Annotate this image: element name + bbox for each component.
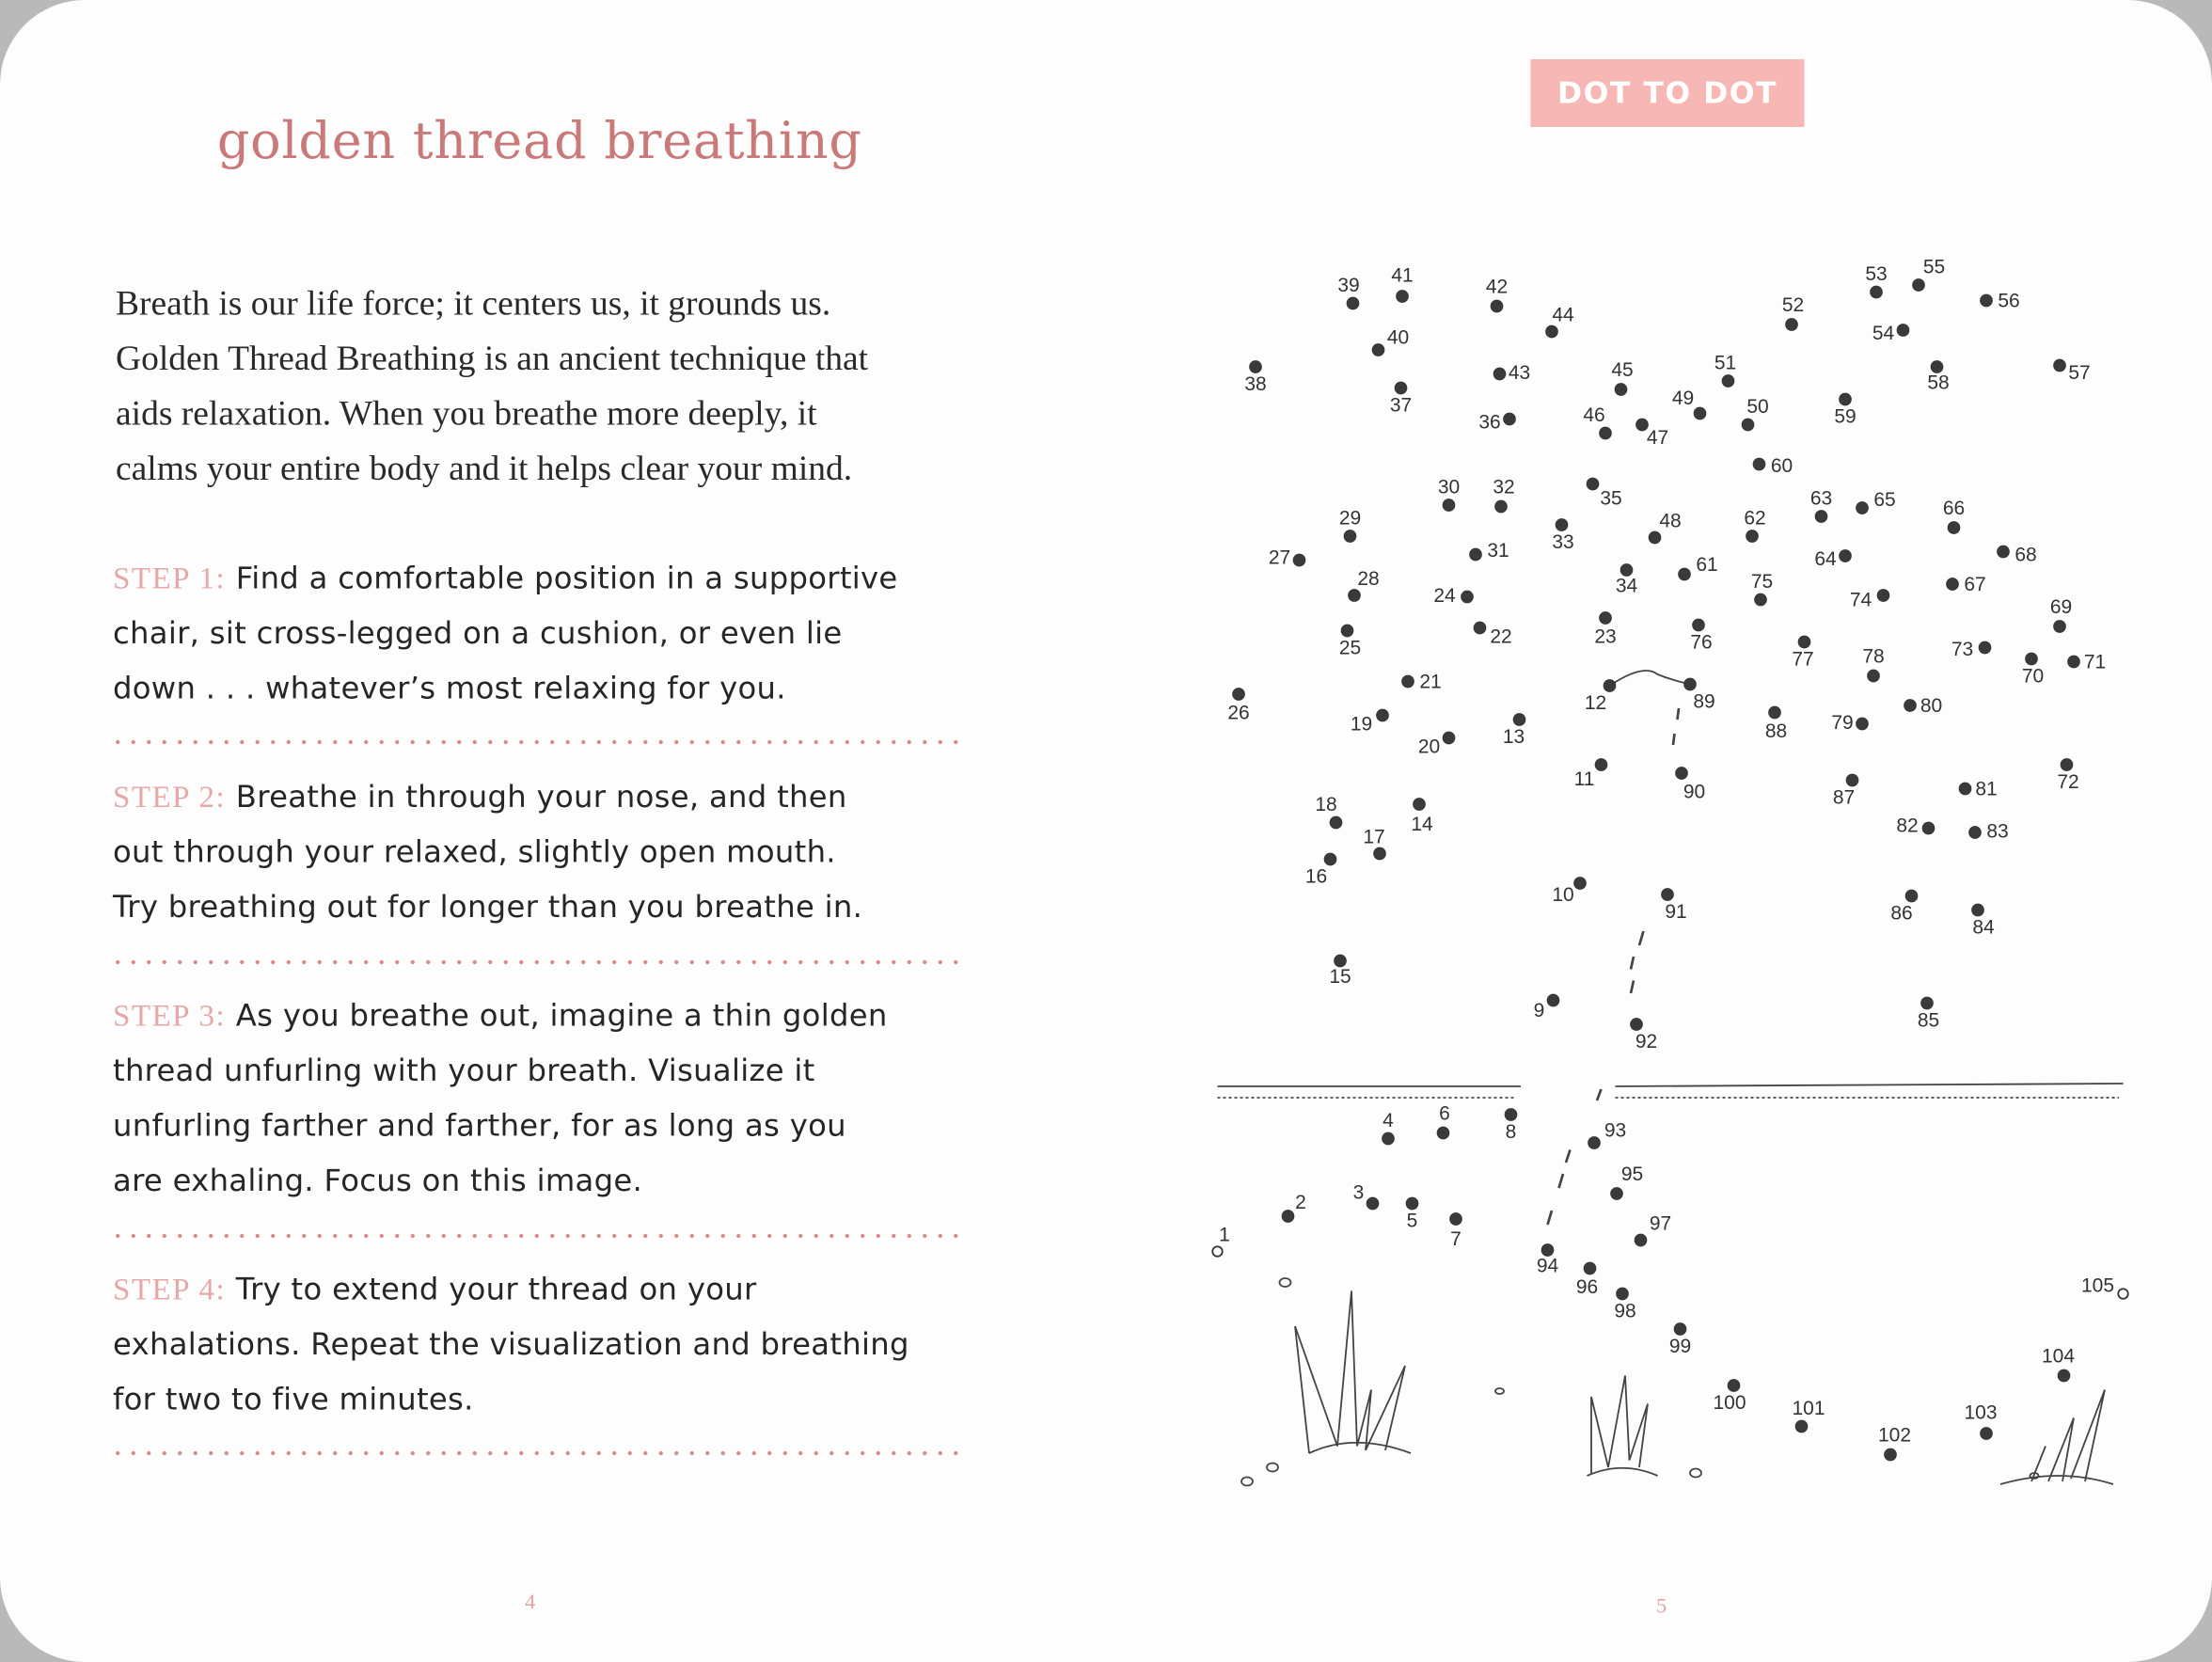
dot-71 bbox=[2068, 656, 2080, 668]
pebble bbox=[1241, 1478, 1253, 1486]
dot-102 bbox=[1885, 1448, 1897, 1461]
dot-label: 72 bbox=[2057, 771, 2079, 794]
step-text: unfurling farther and farther, for as long as you bbox=[113, 1109, 846, 1145]
dot-7 bbox=[1450, 1213, 1462, 1226]
dot-48 bbox=[1649, 531, 1661, 544]
step-text: out through your relaxed, slightly open mouth. bbox=[113, 835, 836, 871]
dot-label: 54 bbox=[1872, 323, 1895, 345]
dot-label: 62 bbox=[1744, 507, 1766, 530]
dot-105 bbox=[2118, 1289, 2128, 1299]
dot-19 bbox=[1377, 709, 1389, 721]
dot-label: 73 bbox=[1951, 639, 1974, 661]
dot-label: 16 bbox=[1304, 865, 1328, 888]
dot-99 bbox=[1674, 1323, 1686, 1336]
dot-57 bbox=[2054, 359, 2066, 372]
dot-label: 18 bbox=[1315, 794, 1337, 816]
dot-label: 84 bbox=[1972, 916, 1995, 939]
dot-23 bbox=[1600, 612, 1612, 625]
dot-label: 38 bbox=[1244, 373, 1267, 396]
dot-label: 65 bbox=[1873, 489, 1896, 512]
dot-64 bbox=[1840, 550, 1852, 562]
dot-label: 77 bbox=[1792, 648, 1814, 671]
dot-39 bbox=[1347, 297, 1359, 309]
dot-58 bbox=[1931, 361, 1943, 373]
dot-56 bbox=[1981, 294, 1993, 307]
dot-label: 14 bbox=[1411, 814, 1433, 836]
dot-label: 36 bbox=[1478, 411, 1501, 434]
step-label: STEP 1: bbox=[113, 560, 227, 595]
dot-27 bbox=[1293, 554, 1305, 566]
dot-label: 22 bbox=[1490, 625, 1512, 648]
dot-68 bbox=[1998, 546, 2010, 558]
dot-label: 59 bbox=[1834, 405, 1856, 428]
dot-label: 91 bbox=[1665, 901, 1687, 924]
dot-label: 97 bbox=[1649, 1212, 1672, 1235]
dot-label: 30 bbox=[1437, 476, 1461, 499]
dot-label: 44 bbox=[1552, 304, 1574, 326]
dot-label: 78 bbox=[1862, 645, 1885, 668]
dot-label: 75 bbox=[1750, 571, 1774, 594]
dot-label: 47 bbox=[1646, 427, 1669, 450]
dot-label: 35 bbox=[1600, 487, 1622, 510]
dot-44 bbox=[1546, 325, 1558, 338]
dot-41 bbox=[1397, 291, 1409, 303]
dot-12 bbox=[1604, 680, 1616, 692]
dot-42 bbox=[1491, 300, 1503, 312]
dot-84 bbox=[1972, 904, 1984, 916]
dot-label: 85 bbox=[1917, 1009, 1940, 1032]
dot-label: 48 bbox=[1659, 510, 1682, 532]
dot-label: 55 bbox=[1922, 256, 1946, 278]
dot-78 bbox=[1868, 670, 1880, 682]
dot-label: 51 bbox=[1714, 352, 1737, 374]
dot-label: 89 bbox=[1693, 690, 1715, 713]
dot-label: 41 bbox=[1391, 264, 1414, 287]
dot-label: 58 bbox=[1927, 372, 1950, 394]
pebble bbox=[1495, 1388, 1504, 1394]
dot-18 bbox=[1330, 816, 1342, 829]
dot-label: 43 bbox=[1508, 362, 1531, 385]
dot-label: 96 bbox=[1575, 1276, 1599, 1299]
dot-label: 66 bbox=[1942, 498, 1966, 520]
step-text: Try breathing out for longer than you breathe in. bbox=[113, 890, 863, 926]
dot-83 bbox=[1969, 827, 1982, 839]
step-label: STEP 4: bbox=[113, 1271, 227, 1306]
dot-90 bbox=[1676, 768, 1688, 780]
dot-label: 13 bbox=[1502, 726, 1525, 749]
dot-81 bbox=[1959, 783, 1971, 795]
step-text: down . . . whatever’s most relaxing for you. bbox=[113, 672, 786, 707]
dot-76 bbox=[1693, 619, 1705, 631]
dot-label: 3 bbox=[1352, 1181, 1365, 1204]
dot-31 bbox=[1470, 548, 1482, 561]
dot-label: 90 bbox=[1683, 781, 1706, 803]
dot-20 bbox=[1443, 732, 1455, 744]
page-number-left: 4 bbox=[525, 1591, 536, 1614]
dot-96 bbox=[1584, 1262, 1596, 1274]
dot-label: 26 bbox=[1227, 702, 1250, 724]
dot-63 bbox=[1815, 511, 1827, 523]
intro-line: Breath is our life force; it centers us, it grounds us. bbox=[116, 285, 831, 324]
dot-label: 60 bbox=[1770, 455, 1793, 478]
dot-to-dot-badge: DOT TO DOT bbox=[1531, 59, 1805, 127]
dot-45 bbox=[1615, 384, 1627, 396]
dot-label: 2 bbox=[1295, 1192, 1306, 1214]
dot-79 bbox=[1856, 718, 1869, 730]
dot-label: 10 bbox=[1552, 884, 1574, 907]
dot-49 bbox=[1694, 407, 1706, 419]
dot-label: 95 bbox=[1620, 1163, 1644, 1186]
dot-66 bbox=[1948, 522, 1960, 534]
dot-2 bbox=[1282, 1211, 1294, 1223]
dot-label: 82 bbox=[1896, 815, 1919, 837]
step-text: Breathe in through your nose, and then bbox=[235, 780, 847, 815]
step-text: exhalations. Repeat the visualization and breathing bbox=[113, 1327, 909, 1363]
dot-label: 4 bbox=[1382, 1110, 1394, 1132]
dot-label: 53 bbox=[1865, 263, 1888, 286]
dot-70 bbox=[2026, 653, 2038, 665]
dot-5 bbox=[1406, 1197, 1418, 1210]
dot-label: 86 bbox=[1890, 902, 1913, 925]
dot-40 bbox=[1372, 344, 1384, 356]
step-text: for two to five minutes. bbox=[113, 1383, 474, 1418]
branch-line bbox=[1610, 671, 1691, 686]
dot-53 bbox=[1871, 286, 1883, 298]
page-number-right: 5 bbox=[1656, 1595, 1667, 1619]
dot-label: 11 bbox=[1573, 768, 1595, 791]
dot-4 bbox=[1382, 1132, 1395, 1145]
dot-label: 57 bbox=[2068, 362, 2091, 385]
dot-8 bbox=[1505, 1109, 1517, 1121]
grass-tuft-1 bbox=[1295, 1291, 1411, 1454]
dot-15 bbox=[1335, 955, 1347, 967]
dot-label: 20 bbox=[1417, 736, 1441, 758]
dot-50 bbox=[1742, 419, 1754, 431]
dot-label: 34 bbox=[1615, 575, 1638, 597]
dot-label: 93 bbox=[1604, 1119, 1627, 1142]
intro-line: aids relaxation. When you breathe more deeply, it bbox=[116, 395, 817, 434]
dot-label: 101 bbox=[1792, 1398, 1825, 1420]
step-label: STEP 2: bbox=[113, 779, 227, 815]
dot-label: 17 bbox=[1363, 826, 1385, 848]
dot-89 bbox=[1684, 678, 1697, 690]
dot-22 bbox=[1474, 622, 1486, 634]
dot-60 bbox=[1753, 458, 1765, 470]
dot-label: 25 bbox=[1338, 637, 1362, 659]
dot-label: 27 bbox=[1268, 546, 1291, 569]
dot-label: 61 bbox=[1696, 554, 1718, 577]
dot-label: 100 bbox=[1713, 1392, 1746, 1415]
page-title: golden thread breathing bbox=[216, 113, 862, 171]
pebble bbox=[1690, 1469, 1701, 1478]
step-text: thread unfurling with your breath. Visualize it bbox=[113, 1053, 815, 1089]
dot-28 bbox=[1349, 590, 1361, 602]
dot-10 bbox=[1574, 878, 1587, 890]
dot-21 bbox=[1402, 675, 1414, 688]
dot-95 bbox=[1611, 1188, 1623, 1200]
ground-line-right bbox=[1616, 1084, 2124, 1086]
dot-label: 94 bbox=[1536, 1255, 1559, 1277]
dot-label: 105 bbox=[2080, 1274, 2115, 1297]
dot-label: 104 bbox=[2041, 1345, 2076, 1368]
step-text: As you breathe out, imagine a thin golden bbox=[235, 999, 888, 1035]
dot-87 bbox=[1846, 774, 1858, 786]
dot-label: 83 bbox=[1986, 820, 2009, 843]
dot-label: 23 bbox=[1594, 625, 1617, 648]
dot-label: 98 bbox=[1614, 1300, 1636, 1322]
dot-52 bbox=[1786, 319, 1798, 331]
numbered-dots bbox=[1212, 257, 2128, 1461]
dot-label: 12 bbox=[1584, 692, 1607, 715]
dot-label: 99 bbox=[1668, 1336, 1692, 1358]
dot-25 bbox=[1341, 625, 1353, 637]
dot-72 bbox=[2061, 759, 2073, 771]
intro-line: Golden Thread Breathing is an ancient technique that bbox=[116, 340, 869, 378]
dot-38 bbox=[1250, 361, 1262, 373]
dot-54 bbox=[1897, 324, 1909, 337]
dot-label: 69 bbox=[2049, 596, 2073, 619]
dot-30 bbox=[1443, 499, 1455, 512]
dot-label: 7 bbox=[1450, 1228, 1462, 1251]
grass-tuft-2 bbox=[1588, 1376, 1658, 1477]
dot-label: 5 bbox=[1406, 1210, 1418, 1232]
trunk-dashes bbox=[1548, 708, 1680, 1225]
dot-86 bbox=[1905, 890, 1918, 902]
dot-label: 76 bbox=[1690, 631, 1713, 654]
dot-100 bbox=[1728, 1380, 1740, 1392]
dot-13 bbox=[1513, 714, 1525, 726]
dot-65 bbox=[1856, 502, 1869, 514]
dot-label: 46 bbox=[1583, 404, 1605, 427]
dot-label: 24 bbox=[1433, 585, 1456, 608]
grass-tuft-3 bbox=[2000, 1390, 2113, 1485]
dot-label: 103 bbox=[1964, 1401, 1998, 1424]
dot-label: 32 bbox=[1493, 476, 1515, 499]
dot-43 bbox=[1493, 368, 1506, 380]
dot-label: 6 bbox=[1439, 1102, 1450, 1125]
dot-98 bbox=[1617, 1288, 1629, 1300]
dot-85 bbox=[1921, 997, 1934, 1009]
dot-3 bbox=[1367, 1197, 1379, 1210]
dot-36 bbox=[1504, 413, 1516, 425]
dot-14 bbox=[1414, 799, 1426, 811]
dot-label: 74 bbox=[1849, 589, 1872, 611]
dot-label: 102 bbox=[1877, 1424, 1912, 1447]
dot-label: 68 bbox=[2014, 544, 2037, 566]
dot-75 bbox=[1755, 594, 1767, 606]
dot-label: 49 bbox=[1671, 388, 1695, 410]
dot-label: 15 bbox=[1329, 966, 1351, 989]
dot-34 bbox=[1620, 564, 1633, 577]
dot-6 bbox=[1437, 1127, 1449, 1139]
dot-label: 52 bbox=[1781, 294, 1805, 317]
dot-label: 33 bbox=[1552, 531, 1574, 554]
dot-55 bbox=[1913, 279, 1925, 292]
dot-80 bbox=[1904, 700, 1917, 712]
dot-74 bbox=[1877, 590, 1889, 602]
dot-29 bbox=[1344, 530, 1356, 543]
dot-label: 37 bbox=[1389, 394, 1413, 417]
dot-77 bbox=[1798, 636, 1810, 648]
dot-label: 56 bbox=[1998, 290, 2020, 312]
pebble bbox=[1280, 1278, 1291, 1287]
dot-label: 29 bbox=[1338, 507, 1362, 530]
dot-label: 1 bbox=[1219, 1224, 1230, 1246]
dot-82 bbox=[1922, 822, 1935, 834]
dot-label: 31 bbox=[1487, 540, 1509, 562]
dot-46 bbox=[1600, 427, 1612, 439]
dot-label: 40 bbox=[1386, 326, 1410, 349]
dot-92 bbox=[1631, 1019, 1643, 1031]
dot-label: 21 bbox=[1419, 671, 1442, 693]
dot-label: 42 bbox=[1485, 276, 1509, 298]
dot-label: 88 bbox=[1764, 720, 1788, 743]
dot-59 bbox=[1840, 393, 1852, 405]
dot-69 bbox=[2054, 621, 2066, 633]
dot-61 bbox=[1679, 568, 1691, 580]
dot-104 bbox=[2058, 1369, 2070, 1382]
dot-label: 87 bbox=[1832, 786, 1856, 809]
dot-label: 70 bbox=[2021, 665, 2045, 688]
dot-label: 28 bbox=[1357, 568, 1380, 591]
dot-label: 67 bbox=[1964, 574, 1986, 596]
intro-line: calms your entire body and it helps clear your mind. bbox=[116, 450, 853, 488]
pebble bbox=[1267, 1464, 1278, 1472]
dot-51 bbox=[1722, 375, 1734, 388]
dot-label: 71 bbox=[2083, 651, 2107, 673]
dot-9 bbox=[1547, 994, 1559, 1006]
dot-label: 19 bbox=[1350, 713, 1373, 736]
dot-label: 81 bbox=[1975, 778, 1998, 800]
dot-24 bbox=[1462, 591, 1474, 603]
dot-label: 50 bbox=[1746, 396, 1769, 419]
dot-32 bbox=[1495, 500, 1508, 513]
dot-97 bbox=[1635, 1234, 1647, 1246]
dot-label: 64 bbox=[1814, 548, 1837, 571]
dot-91 bbox=[1662, 889, 1674, 901]
dot-label: 80 bbox=[1920, 695, 1943, 718]
dot-26 bbox=[1233, 689, 1245, 701]
dot-103 bbox=[1981, 1428, 1993, 1440]
dot-label: 79 bbox=[1831, 712, 1854, 735]
dot-label: 39 bbox=[1337, 275, 1360, 297]
step-text: Find a comfortable position in a supportive bbox=[235, 562, 898, 597]
step-text: are exhaling. Focus on this image. bbox=[113, 1163, 643, 1199]
dot-label: 45 bbox=[1611, 359, 1634, 382]
dot-62 bbox=[1746, 530, 1759, 543]
dot-label: 63 bbox=[1809, 487, 1833, 510]
dot-88 bbox=[1769, 706, 1781, 719]
dot-35 bbox=[1587, 478, 1599, 490]
dot-93 bbox=[1588, 1137, 1601, 1149]
dot-67 bbox=[1947, 578, 1959, 591]
step-label: STEP 3: bbox=[113, 997, 227, 1033]
dot-label: 92 bbox=[1635, 1031, 1658, 1053]
dot-label: 9 bbox=[1533, 1000, 1545, 1022]
dot-101 bbox=[1795, 1420, 1808, 1432]
dot-11 bbox=[1595, 759, 1607, 771]
dot-33 bbox=[1556, 519, 1568, 531]
dot-37 bbox=[1395, 382, 1407, 394]
dot-1 bbox=[1212, 1246, 1223, 1257]
dot-label: 8 bbox=[1505, 1121, 1517, 1144]
dot-94 bbox=[1541, 1244, 1554, 1257]
step-text: chair, sit cross-legged on a cushion, or even lie bbox=[113, 616, 843, 652]
step-text: Try to extend your thread on your bbox=[235, 1273, 757, 1308]
dot-16 bbox=[1324, 853, 1336, 865]
dot-73 bbox=[1979, 641, 1991, 654]
dot-17 bbox=[1374, 847, 1386, 860]
